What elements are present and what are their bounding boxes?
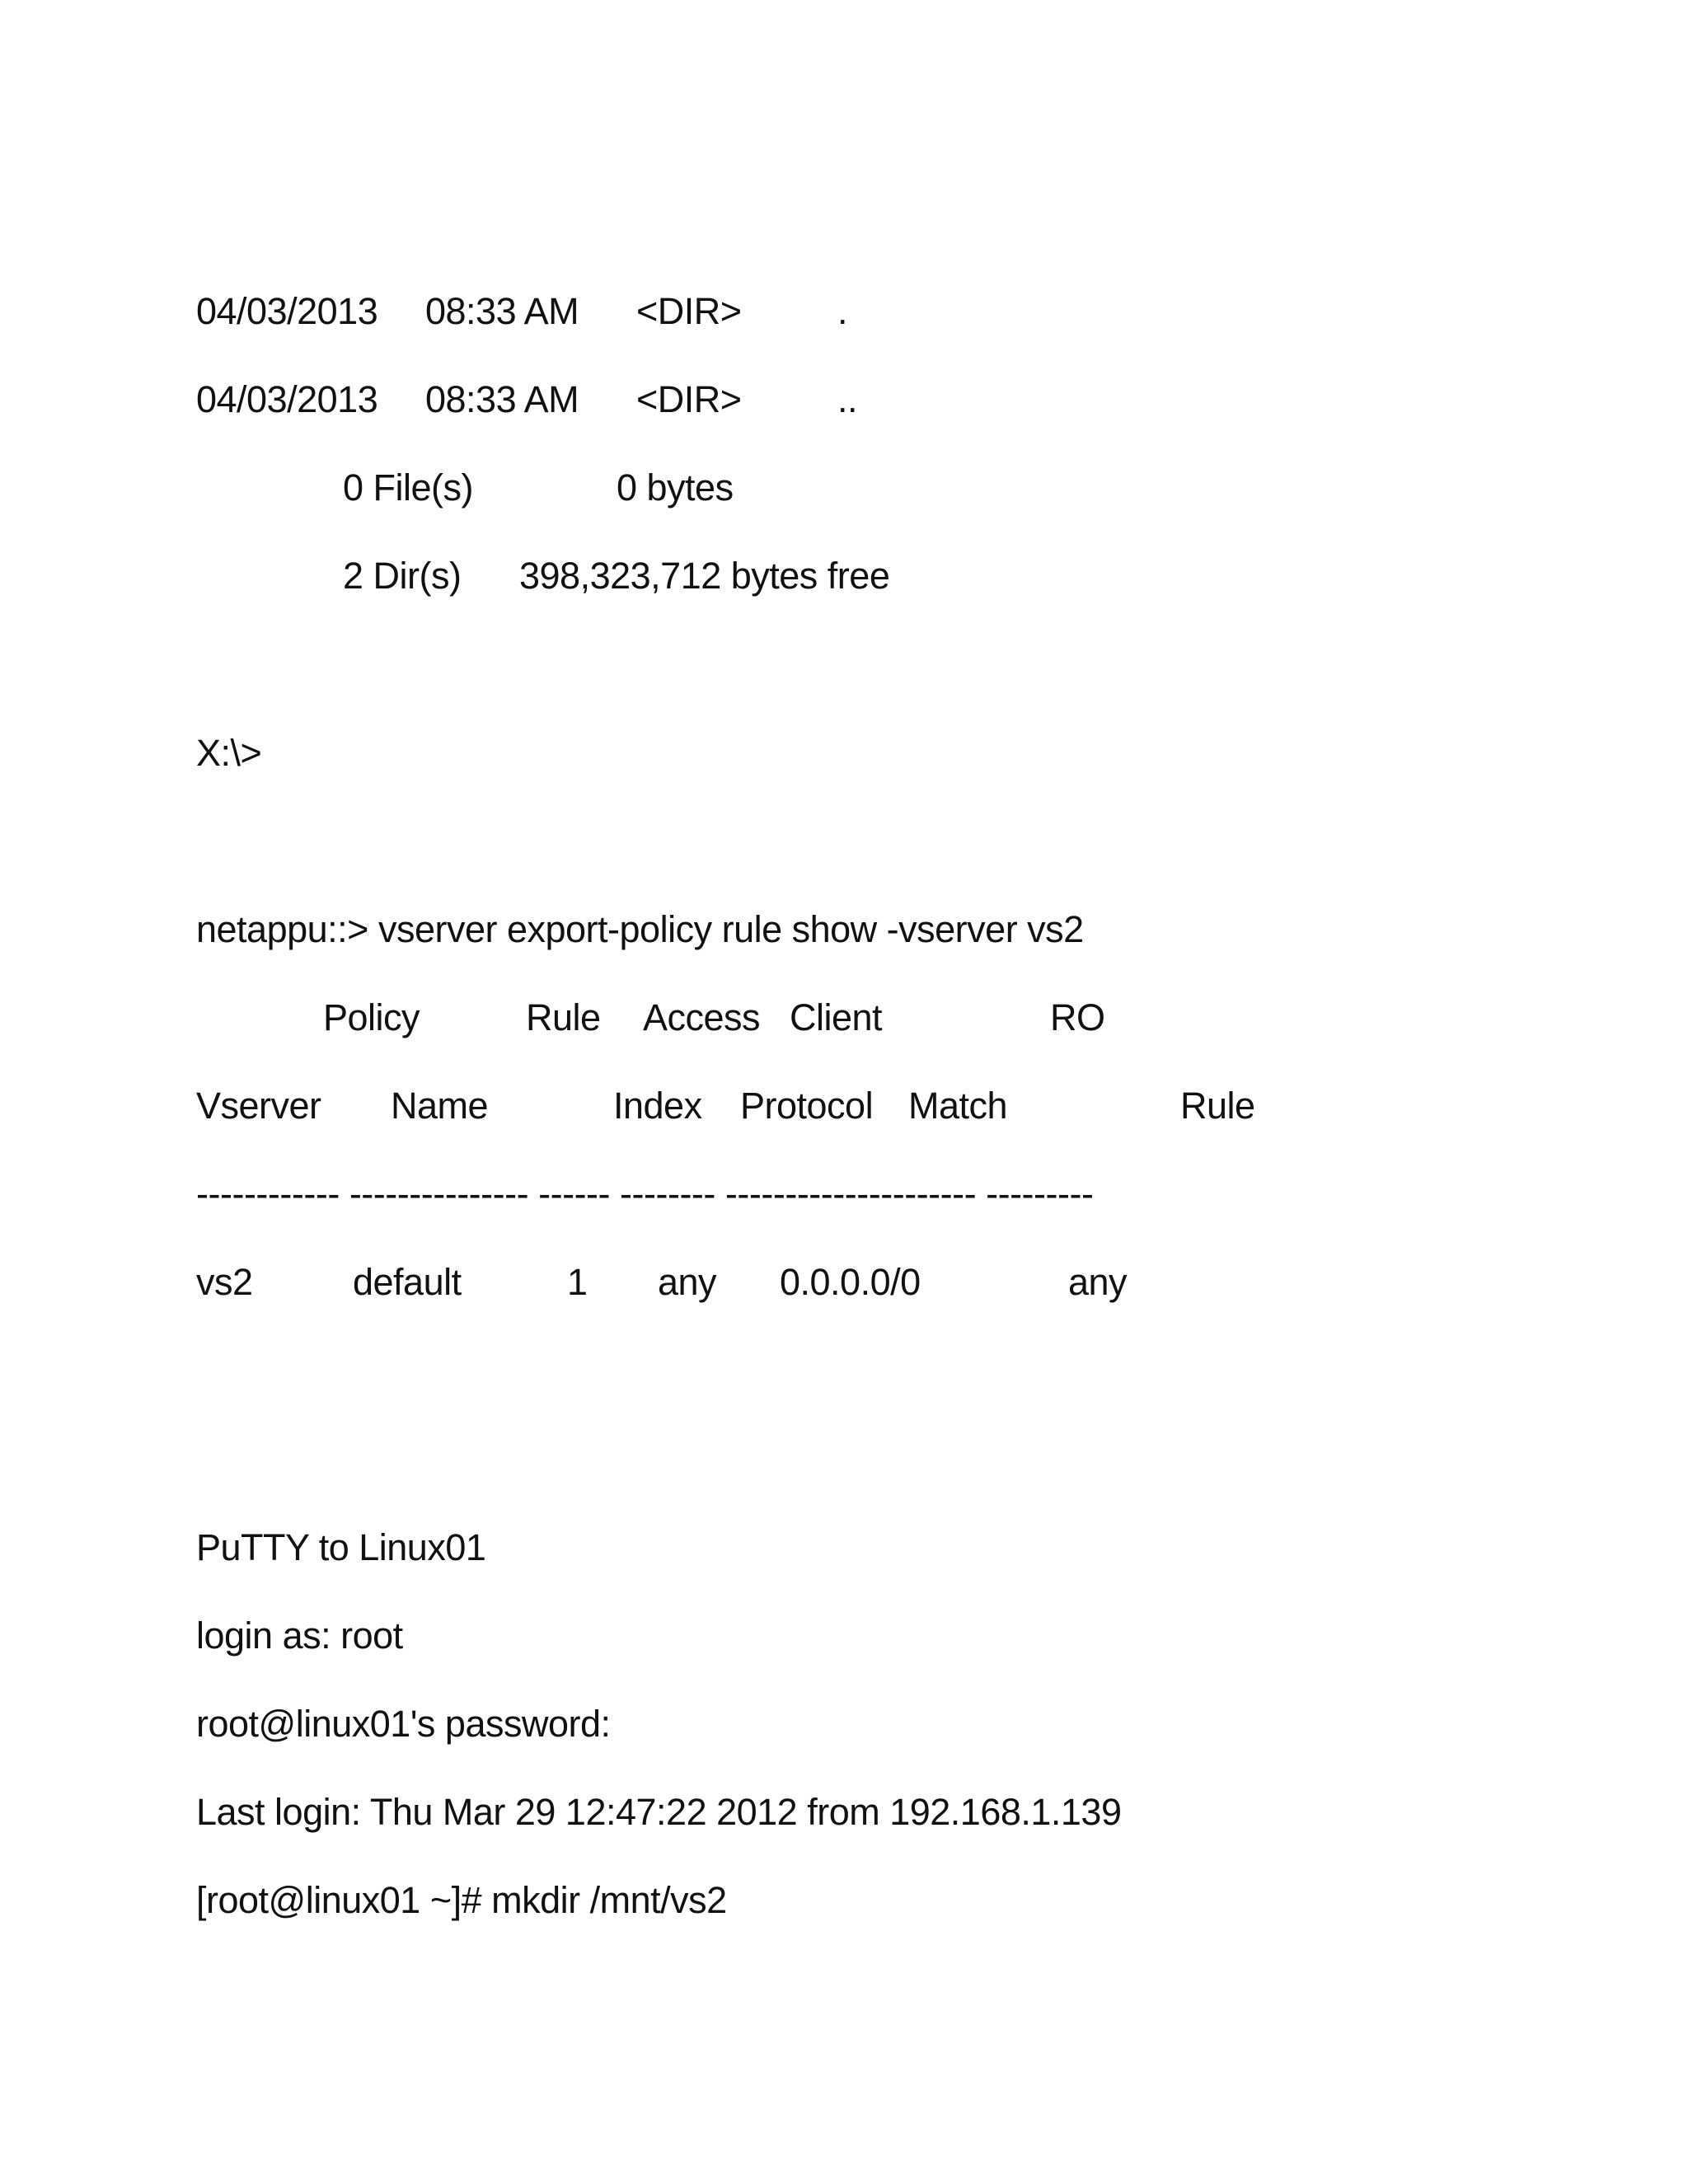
dir-date: 04/03/2013 (196, 378, 378, 420)
password-line: root@linux01's password: (196, 1703, 611, 1745)
cell-client: 0.0.0.0/0 (780, 1261, 921, 1303)
table-separator: ------------ --------------- ------ -------- --------------------- --------- (196, 1173, 1094, 1215)
header-match: Match (908, 1085, 1008, 1127)
header-access: Access (643, 996, 761, 1038)
dir-time: 08:33 AM (425, 378, 579, 420)
header-policy: Policy (323, 996, 420, 1038)
dir-type: <DIR> (636, 290, 742, 332)
header-ro: RO (1050, 996, 1105, 1038)
dir-date: 04/03/2013 (196, 290, 378, 332)
files-count: 0 File(s) (343, 466, 474, 509)
cell-policy: default (353, 1261, 462, 1303)
header-rule: Rule (526, 996, 601, 1038)
header-vserver: Vserver (196, 1085, 321, 1127)
cell-ro-rule: any (1068, 1261, 1128, 1303)
netapp-command: netappu::> vserver export-policy rule show -vserver vs2 (196, 908, 1084, 950)
files-bytes: 0 bytes (617, 466, 734, 509)
header-rule: Rule (1180, 1085, 1255, 1127)
header-index: Index (613, 1085, 702, 1127)
cell-vserver: vs2 (196, 1261, 253, 1303)
dirs-count: 2 Dir(s) (343, 555, 462, 597)
header-protocol: Protocol (740, 1085, 874, 1127)
header-client: Client (790, 996, 883, 1038)
mkdir-command: [root@linux01 ~]# mkdir /mnt/vs2 (196, 1879, 727, 1921)
dir-name: .. (837, 378, 858, 420)
cell-protocol: any (658, 1261, 717, 1303)
login-line: login as: root (196, 1615, 403, 1657)
x-prompt: X:\> (196, 732, 262, 774)
dir-type: <DIR> (636, 378, 742, 420)
cell-index: 1 (567, 1261, 588, 1303)
putty-title: PuTTY to Linux01 (196, 1526, 486, 1568)
dirs-free: 398,323,712 bytes free (519, 555, 890, 597)
last-login-line: Last login: Thu Mar 29 12:47:22 2012 from 192.168.1.139 (196, 1791, 1122, 1833)
dir-time: 08:33 AM (425, 290, 579, 332)
header-name: Name (391, 1085, 489, 1127)
dir-name: . (837, 290, 848, 332)
